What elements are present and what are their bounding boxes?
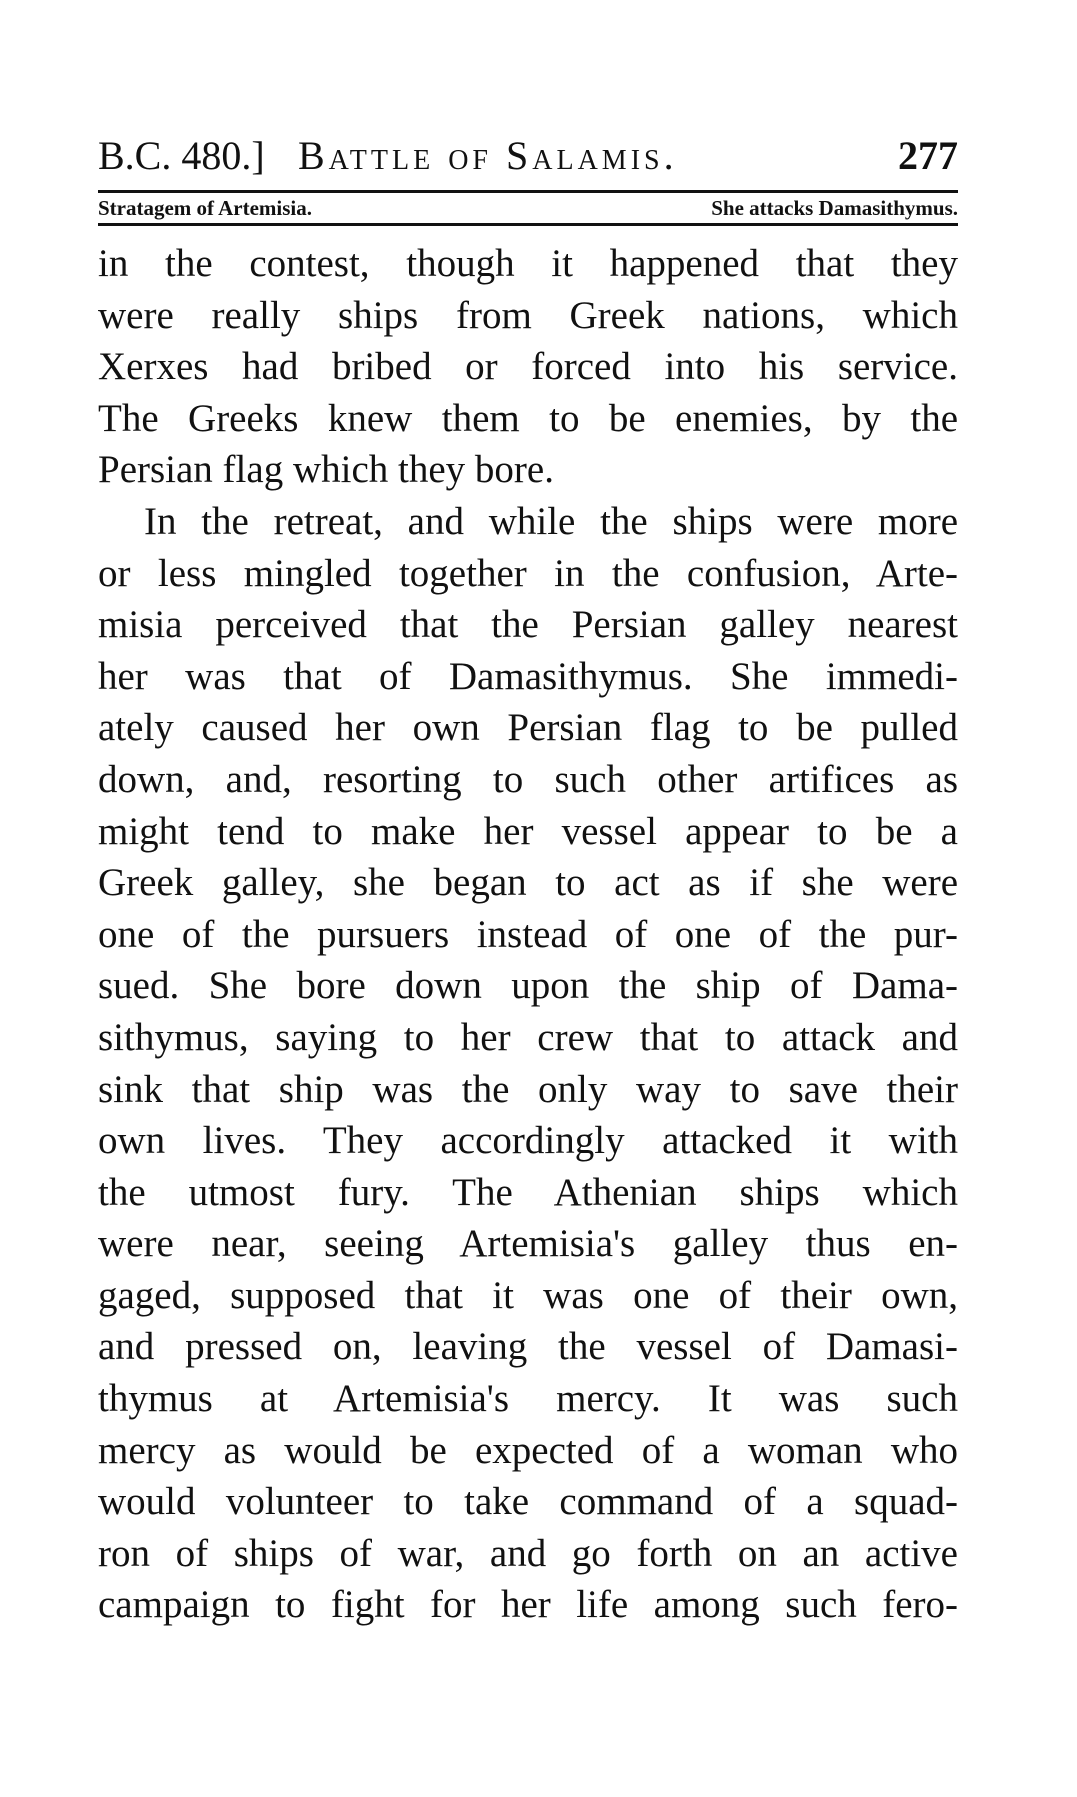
text-line: down, and, resorting to such other artifices as: [98, 757, 958, 801]
text-line: mercy as would be expected of a woman who: [98, 1428, 958, 1472]
text-line: gaged, supposed that it was one of their own,: [98, 1273, 958, 1317]
text-line: her was that of Damasithymus. She immedi-: [98, 654, 958, 698]
text-line: in the contest, though it happened that they: [98, 242, 958, 285]
text-line: would volunteer to take command of a squad-: [98, 1480, 958, 1524]
text-line: the utmost fury. The Athenian ships which: [98, 1170, 958, 1214]
header-rule-bottom: [98, 223, 958, 226]
book-page: [98, 130, 958, 1631]
text-line: Xerxes had bribed or forced into his service.: [98, 345, 958, 389]
text-line: were near, seeing Artemisia's galley thus en-: [98, 1222, 958, 1266]
text-line: Persian flag which they bore.: [98, 448, 554, 492]
text-line: campaign to fight for her life among such fero-: [98, 1583, 958, 1627]
text-line: thymus at Artemisia's mercy. It was such: [98, 1377, 958, 1421]
page-number: 277: [898, 133, 958, 178]
text-line: sued. She bore down upon the ship of Dama-: [98, 964, 958, 1008]
side-note-right: She attacks Damasithymus.: [711, 196, 958, 220]
side-notes: [98, 193, 958, 223]
body-text: [98, 238, 958, 1631]
running-head-date: B.C. 480.]: [98, 133, 265, 178]
text-line: misia perceived that the Persian galley nearest: [98, 603, 958, 647]
text-line: ron of ships of war, and go forth on an active: [98, 1531, 958, 1575]
side-note-left: Stratagem of Artemisia.: [98, 196, 313, 220]
text-line: one of the pursuers instead of one of the pur-: [98, 912, 958, 956]
text-line: own lives. They accordingly attacked it with: [98, 1119, 958, 1163]
running-head-title: Battle of Salamis.: [298, 133, 678, 178]
text-line: were really ships from Greek nations, which: [98, 293, 958, 337]
text-line: might tend to make her vessel appear to be a: [98, 809, 958, 853]
text-line: ately caused her own Persian flag to be pulled: [98, 706, 958, 750]
text-line: The Greeks knew them to be enemies, by the: [98, 396, 958, 440]
text-line: and pressed on, leaving the vessel of Damasi-: [98, 1325, 958, 1369]
text-line: or less mingled together in the confusion, Arte-: [98, 551, 958, 595]
text-line: sink that ship was the only way to save their: [98, 1067, 958, 1111]
text-line: In the retreat, and while the ships were more: [144, 499, 958, 543]
text-line: Greek galley, she began to act as if she were: [98, 861, 958, 905]
text-line: sithymus, saying to her crew that to attack and: [98, 1015, 958, 1059]
running-head: [98, 130, 958, 182]
